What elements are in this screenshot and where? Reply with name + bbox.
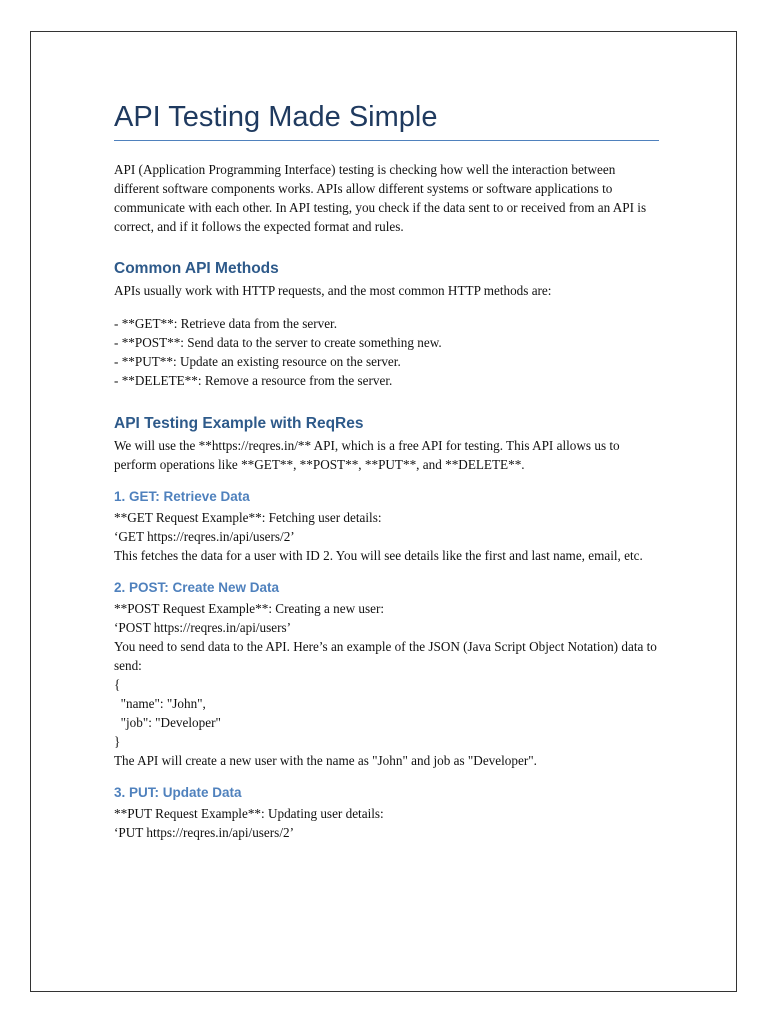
methods-list (114, 314, 659, 390)
put-heading: 3. PUT: Update Data (114, 785, 242, 800)
example-heading: API Testing Example with ReqRes (114, 415, 364, 432)
list-item: - **PUT**: Update an existing resource on the server. (114, 354, 401, 369)
post-line-3: You need to send data to the API. Here’s an example of the JSON (Java Script Object Notation) data to send: (114, 639, 657, 673)
get-line-3: This fetches the data for a user with ID 2. You will see details like the first and last name, email, etc. (114, 548, 643, 563)
get-line-2: ‘GET https://reqres.in/api/users/2’ (114, 529, 295, 544)
put-line-2: ‘PUT https://reqres.in/api/users/2’ (114, 825, 294, 840)
post-line-1: **POST Request Example**: Creating a new user: (114, 601, 385, 616)
json-line: { (114, 677, 121, 692)
list-item: - **DELETE**: Remove a resource from the server. (114, 373, 393, 388)
post-line-4: The API will create a new user with the name as "John" and job as "Developer". (114, 753, 537, 768)
intro-paragraph: API (Application Programming Interface) testing is checking how well the interaction between different software components works. APIs allow different systems or software applications to communicate with each other. In API testing, you check if the data sent to or received from an API is correct, and if it follows the expected format and rules. (114, 162, 647, 234)
post-heading: 2. POST: Create New Data (114, 580, 280, 595)
json-line: "job": "Developer" (114, 715, 221, 730)
json-line: "name": "John", (114, 696, 206, 711)
page-title: API Testing Made Simple (114, 100, 659, 141)
get-line-1: **GET Request Example**: Fetching user details: (114, 510, 382, 525)
document-page (30, 31, 737, 992)
example-intro: We will use the **https://reqres.in/** API, which is a free API for testing. This API allows us to perform operations like **GET**, **POST**, **PUT**, and **DELETE**. (114, 438, 620, 472)
methods-heading: Common API Methods (114, 260, 279, 277)
post-line-2: ‘POST https://reqres.in/api/users’ (114, 620, 292, 635)
list-item: - **GET**: Retrieve data from the server. (114, 316, 338, 331)
methods-intro: APIs usually work with HTTP requests, and the most common HTTP methods are: (114, 283, 552, 298)
json-line: } (114, 734, 121, 749)
put-line-1: **PUT Request Example**: Updating user details: (114, 806, 384, 821)
list-item: - **POST**: Send data to the server to create something new. (114, 335, 442, 350)
document-content (114, 100, 659, 842)
get-heading: 1. GET: Retrieve Data (114, 489, 250, 504)
